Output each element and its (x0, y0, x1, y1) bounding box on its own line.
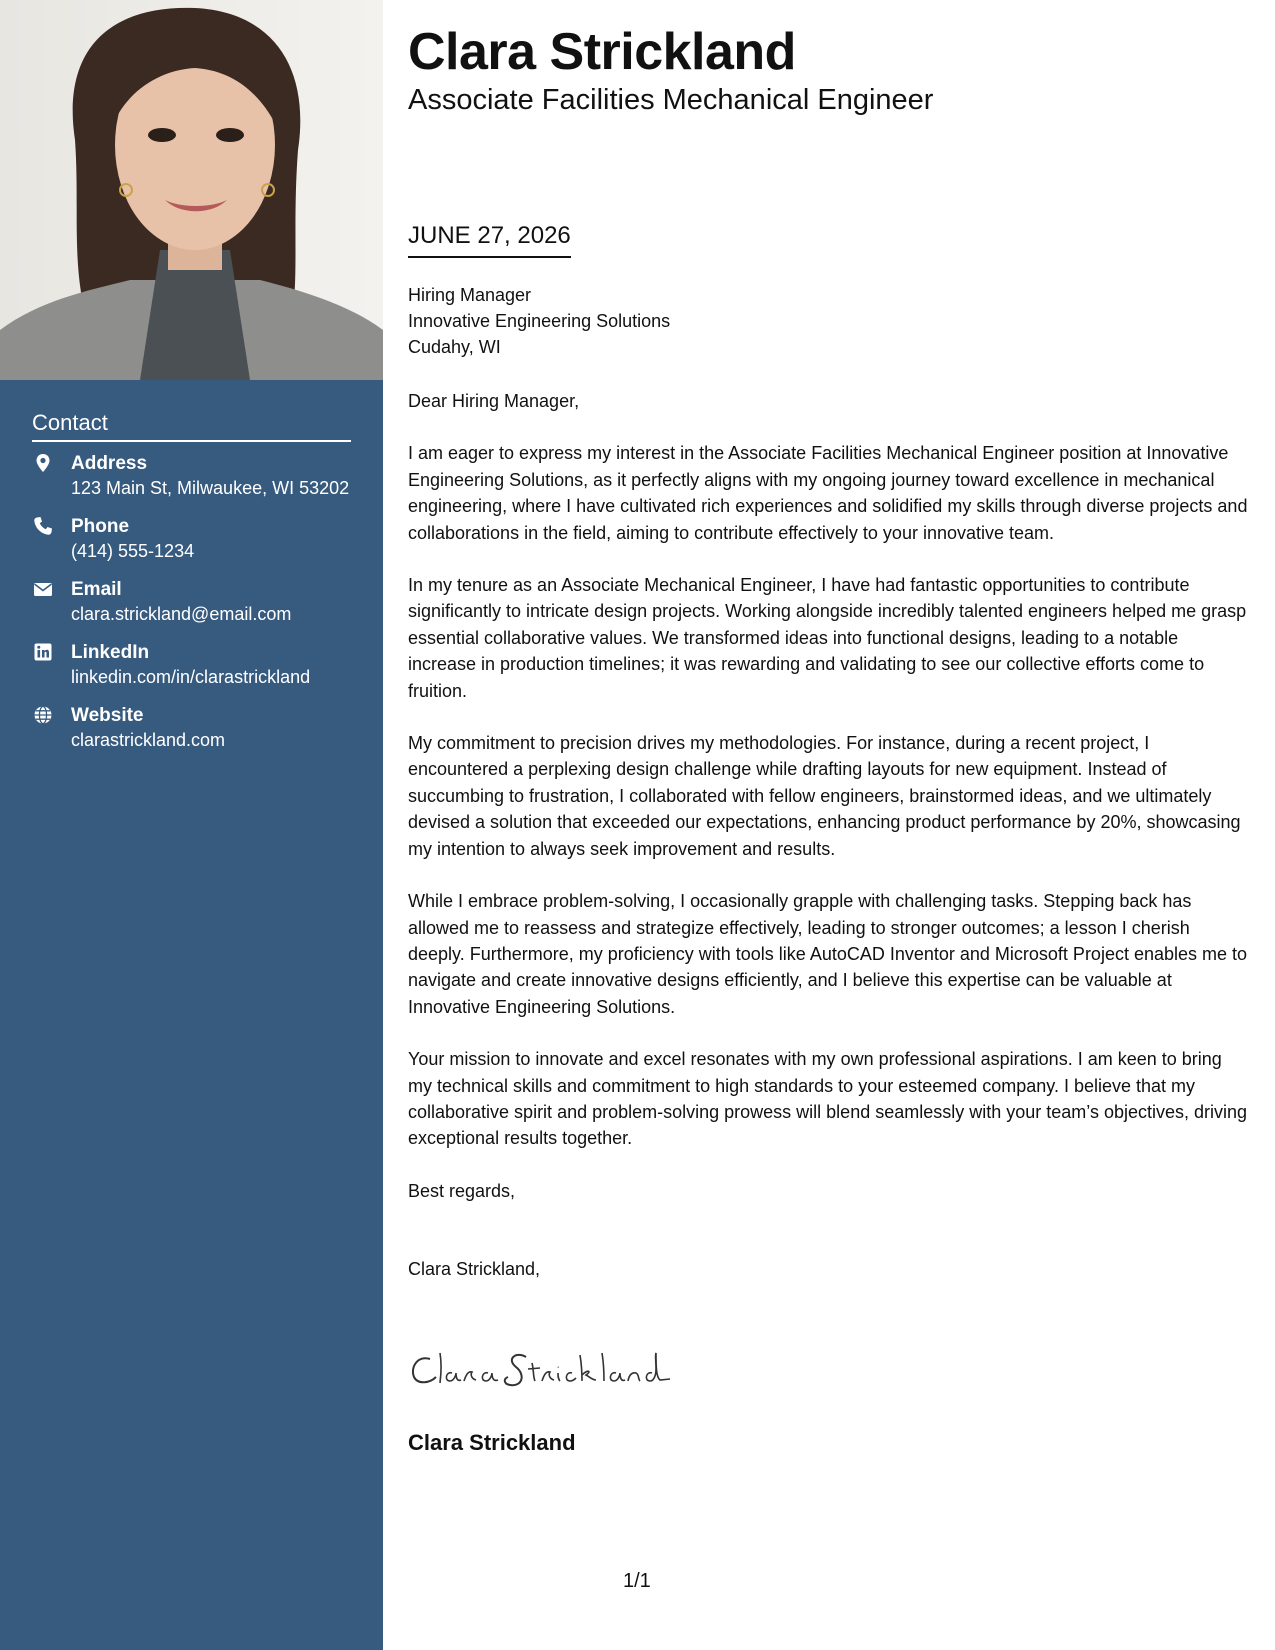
contact-website (32, 704, 351, 752)
body-paragraph: While I embrace problem-solving, I occasionally grapple with challenging tasks. Stepping back has allowed me to reassess and strategize effectively, leading to stronger outcomes; a lesson I cherish deeply. Furthermore, my proficiency with tools like AutoCAD Inventor and Microsoft Project enables me to navigate and create innovative designs efficiently, and I believe this expertise can be valuable at Innovative Engineering Solutions. (408, 891, 1248, 1017)
contact-address (32, 452, 351, 500)
contact-section (32, 410, 351, 767)
envelope-icon (33, 579, 53, 599)
salutation: Dear Hiring Manager, (408, 391, 580, 411)
recipient-line: Hiring Manager (408, 285, 532, 305)
sign-off-name: Clara Strickland, (408, 1259, 541, 1280)
job-title: Associate Facilities Mechanical Engineer (408, 84, 934, 116)
recipient-block (408, 282, 670, 360)
body-paragraph: My commitment to precision drives my methodologies. For instance, during a recent project, I encountered a perplexing design challenge while drafting layouts for new equipment. Instead of succumbing to frustration, I collaborated with fellow engineers, brainstormed ideas, and we ultimately devised a solution that exceeded our expectations, enhancing product performance by 20%, showcasing my intention to always seek improvement and results. (408, 733, 1241, 859)
closing: Best regards, (408, 1180, 516, 1201)
handwritten-signature (408, 1345, 678, 1395)
portrait-illustration (0, 0, 383, 380)
letter-date: JUNE 27, 2026 (408, 222, 571, 258)
contact-label: Website (71, 705, 144, 726)
page-number: 1/1 (623, 1570, 651, 1592)
body-paragraph: I am eager to express my interest in the Associate Facilities Mechanical Engineer position at Innovative Engineering Solutions, as it perfectly aligns with my ongoing journey toward excellence in mechanical engineering, where I have cultivated rich experiences and solidified my skills through diverse projects and collaborations in the field, aiming to contribute effectively to your innovative team. (408, 443, 1248, 543)
contact-label: Address (71, 453, 148, 474)
contact-value: linkedin.com/in/clarastrickland (71, 667, 311, 687)
contact-value: clara.strickland@email.com (71, 604, 292, 624)
contact-phone (32, 515, 351, 563)
body-paragraph: In my tenure as an Associate Mechanical Engineer, I have had fantastic opportunities to contribute significantly to intricate design projects. Working alongside incredibly talented engineers helped me grasp essential collaborative values. We transformed ideas into functional designs, leading to a notable increase in production timelines; it was rewarding and validating to see our collective efforts come to fruition. (408, 575, 1247, 701)
contact-value: (414) 555-1234 (71, 541, 195, 561)
contact-email (32, 578, 351, 626)
typed-name: Clara Strickland (408, 1430, 576, 1455)
linkedin-icon (33, 642, 53, 662)
applicant-name: Clara Strickland (408, 23, 796, 81)
recipient-line: Innovative Engineering Solutions (408, 311, 671, 331)
letter-body (408, 388, 1248, 1309)
contact-label: Phone (71, 516, 130, 537)
contact-value: clarastrickland.com (71, 730, 226, 750)
contact-label: Email (71, 579, 122, 600)
contact-label: LinkedIn (71, 642, 150, 663)
profile-photo (0, 0, 383, 380)
location-pin-icon (33, 453, 53, 473)
sidebar (0, 0, 383, 1650)
contact-linkedin (32, 641, 351, 689)
contact-heading: Contact (32, 410, 351, 442)
body-paragraph: Your mission to innovate and excel resonates with my own professional aspirations. I am keen to bring my technical skills and commitment to high standards to your esteemed company. I believe that my collaborative spirit and problem-solving prowess will blend seamlessly with your team’s objectives, driving exceptional results together. (408, 1049, 1248, 1149)
globe-icon (33, 705, 53, 725)
phone-icon (33, 516, 53, 536)
contact-value: 123 Main St, Milwaukee, WI 53202 (71, 478, 350, 498)
recipient-line: Cudahy, WI (408, 337, 501, 357)
